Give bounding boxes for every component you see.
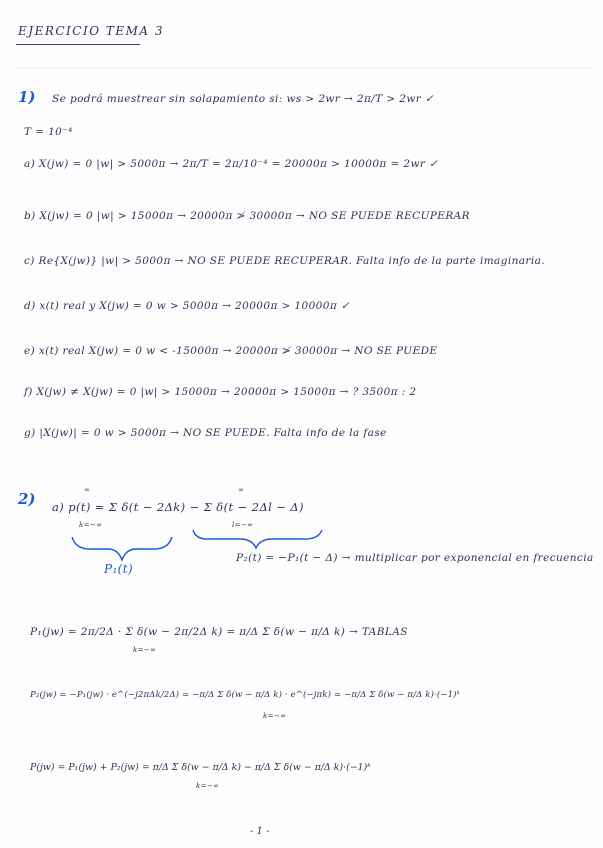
section-2-number: 2) — [18, 490, 36, 508]
sum-upper-1: ∞ — [84, 486, 91, 494]
section-1-number: 1) — [18, 88, 36, 106]
p2-definition: P₂(t) = −P₁(t − Δ) → multiplicar por exponencial en frecuencia — [236, 552, 594, 564]
section-1-item-f: f) X(jw) ≠ X(jw) = 0 |w| > 15000π → 20000π > 15000π → ? 3500π : 2 — [24, 386, 417, 398]
eq1-k-range: k=−∞ — [133, 646, 157, 654]
equation-p2: P₂(jw) = −P₁(jw) · e^(−j2πΔk/2Δ) = −π/Δ Σ δ(w − π/Δ k) · e^(−jπk) = −π/Δ Σ δ(w − π/Δ k)·(−1)ᵏ — [30, 690, 460, 700]
sum-upper-2: ∞ — [238, 486, 245, 494]
section-1-item-a: a) X(jw) = 0 |w| > 5000π → 2π/T = 2π/10⁻⁴ = 20000π > 10000π = 2wr ✓ — [24, 158, 439, 170]
eq3-k-range: k=−∞ — [196, 782, 220, 790]
section-1-intro: Se podrá muestrear sin solapamiento si: ws > 2wr → 2π/T > 2wr ✓ — [52, 93, 435, 105]
page-number: - 1 - — [250, 826, 270, 837]
page-title: EJERCICIO TEMA 3 — [18, 24, 165, 38]
equation-p1: P₁(jw) = 2π/2Δ · Σ δ(w − 2π/2Δ k) = π/Δ Σ δ(w − π/Δ k) → TABLAS — [30, 626, 408, 638]
sum-lower-l: l=−∞ — [232, 521, 254, 529]
section-1-item-c: c) Re{X(jw)} |w| > 5000π → NO SE PUEDE RECUPERAR. Falta info de la parte imaginaria. — [24, 255, 545, 267]
eq2-k-range: k=−∞ — [263, 712, 287, 720]
p1-label: P₁(t) — [104, 562, 134, 576]
section-2-item-a: a) p(t) = Σ δ(t − 2Δk) − Σ δ(t − 2Δl − Δ) — [52, 500, 304, 514]
section-1-item-d: d) x(t) real y X(jw) = 0 w > 5000π → 20000π > 10000π ✓ — [24, 300, 351, 312]
section-1-period: T = 10⁻⁴ — [24, 126, 73, 138]
section-1-item-b: b) X(jw) = 0 |w| > 15000π → 20000π ≯ 30000π → NO SE PUEDE RECUPERAR — [24, 210, 470, 222]
brace-p1 — [72, 537, 172, 560]
equation-p-total: P(jw) = P₁(jw) + P₂(jw) = π/Δ Σ δ(w − π/Δ k) − π/Δ Σ δ(w − π/Δ k)·(−1)ᵏ — [30, 762, 371, 773]
brace-p2 — [193, 530, 322, 548]
sum-lower-k: k=−∞ — [79, 521, 103, 529]
section-1-item-g: g) |X(jw)| = 0 w > 5000π → NO SE PUEDE. Falta info de la fase — [24, 427, 387, 439]
section-1-item-e: e) x(t) real X(jw) = 0 w < -15000π → 20000π ≯ 30000π → NO SE PUEDE — [24, 345, 438, 357]
